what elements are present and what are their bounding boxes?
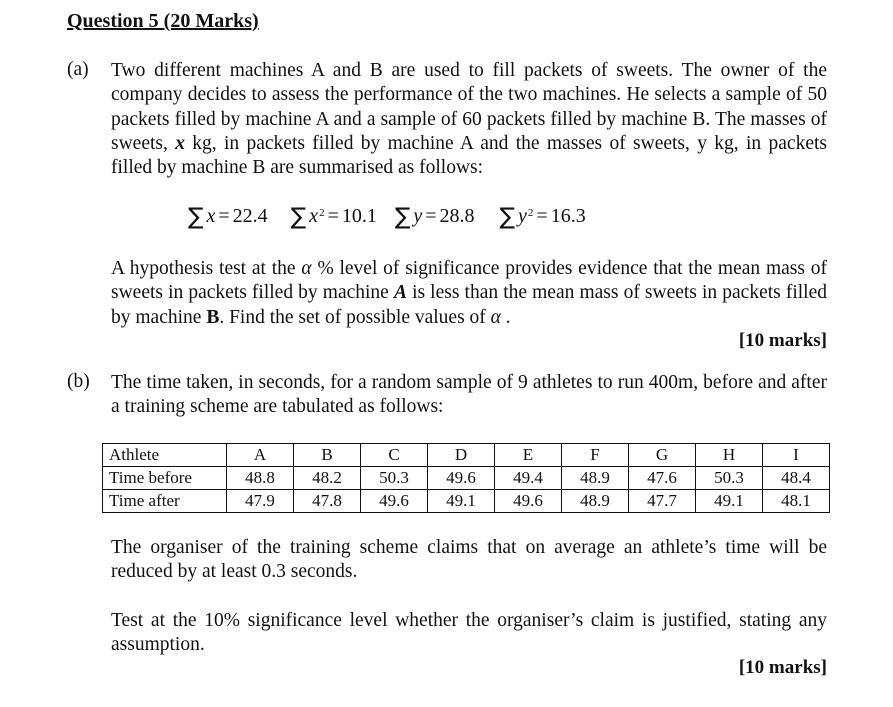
table-cell: 48.8 bbox=[227, 467, 294, 490]
table-cell: 49.6 bbox=[361, 490, 428, 513]
table-header-cell: H bbox=[696, 444, 763, 467]
part-a-paragraph-2 bbox=[111, 257, 827, 330]
sum-y-squared bbox=[500, 202, 586, 228]
table-header-cell: B bbox=[294, 444, 361, 467]
table-header-cell: A bbox=[227, 444, 294, 467]
part-a-paragraph-1 bbox=[111, 59, 827, 180]
sum-var: y bbox=[518, 205, 527, 227]
table-header-cell: D bbox=[428, 444, 495, 467]
sigma-symbol: ∑ bbox=[188, 204, 204, 230]
part-a-label: (a) bbox=[67, 59, 89, 80]
part-b-paragraph-2: The organiser of the training scheme claims that on average an athlete’s time will be reduced by at least 0.3 seconds. bbox=[111, 537, 827, 583]
table-cell: 49.1 bbox=[696, 490, 763, 513]
equals: = bbox=[327, 205, 339, 227]
table-header-cell: G bbox=[629, 444, 696, 467]
sum-y bbox=[395, 202, 475, 228]
part-b-paragraph-1: The time taken, in seconds, for a random sample of 9 athletes to run 400m, before and after a training scheme are tabulated as follows: bbox=[111, 372, 827, 418]
equals: = bbox=[218, 205, 230, 227]
sum-power: 2 bbox=[527, 207, 534, 219]
table-cell: 48.4 bbox=[763, 467, 830, 490]
part-a-text-3: A hypothesis test at the bbox=[111, 258, 302, 279]
table-header-cell: F bbox=[562, 444, 629, 467]
sum-x bbox=[188, 202, 268, 228]
table-cell: 49.6 bbox=[495, 490, 562, 513]
sum-var: x bbox=[309, 205, 319, 227]
table-cell: 47.7 bbox=[629, 490, 696, 513]
sigma-symbol: ∑ bbox=[499, 204, 516, 230]
sum-value: 10.1 bbox=[341, 205, 377, 227]
sigma-symbol: ∑ bbox=[394, 204, 411, 230]
table-row bbox=[103, 467, 830, 490]
equals: = bbox=[425, 205, 437, 227]
sum-var: x bbox=[206, 205, 216, 227]
summary-statistics bbox=[188, 202, 586, 228]
sum-power: 2 bbox=[319, 207, 325, 219]
sigma-symbol: ∑ bbox=[290, 204, 307, 230]
sum-value: 22.4 bbox=[232, 205, 268, 227]
table-cell: 48.2 bbox=[294, 467, 361, 490]
part-a-text-2: kg, in packets filled by machine A and the masses of sweets, y kg, in packets filled by machine B are summarised as follows: bbox=[111, 132, 827, 179]
table-cell: 47.6 bbox=[629, 467, 696, 490]
table-cell: Time after bbox=[103, 490, 227, 513]
table-cell: 48.9 bbox=[562, 467, 629, 490]
table-cell: 50.3 bbox=[361, 467, 428, 490]
var-x: x bbox=[175, 132, 185, 154]
table-row bbox=[103, 444, 830, 467]
part-a-text-7: . bbox=[500, 306, 511, 328]
table-header-cell: C bbox=[361, 444, 428, 467]
part-b-label: (b) bbox=[67, 371, 90, 392]
table-header-cell: E bbox=[495, 444, 562, 467]
sum-value: 28.8 bbox=[439, 205, 475, 227]
table-header-cell: Athlete bbox=[103, 444, 227, 467]
alpha-symbol: α bbox=[490, 306, 501, 328]
table-cell: 47.9 bbox=[227, 490, 294, 513]
sum-value: 16.3 bbox=[550, 205, 586, 227]
part-b-marks: [10 marks] bbox=[738, 657, 827, 678]
table-cell: 49.4 bbox=[495, 467, 562, 490]
table-cell: 49.6 bbox=[428, 467, 495, 490]
table-cell: 49.1 bbox=[428, 490, 495, 513]
equals: = bbox=[536, 205, 548, 227]
part-a-text-4: % level of significance provides evidence that the mean mass of sweets in packets filled by machine bbox=[111, 258, 827, 304]
alpha-symbol: α bbox=[301, 258, 312, 279]
athlete-times-table bbox=[102, 443, 830, 513]
table-cell: 48.9 bbox=[562, 490, 629, 513]
table-cell: Time before bbox=[103, 467, 227, 490]
sum-x-squared bbox=[291, 202, 377, 228]
part-b-paragraph-3: Test at the 10% significance level whether the organiser’s claim is justified, stating any assumption. bbox=[111, 610, 827, 656]
machine-a: A bbox=[393, 282, 407, 304]
part-a-text-6: . Find the set of possible values of bbox=[219, 306, 491, 328]
table-cell: 50.3 bbox=[696, 467, 763, 490]
machine-b: B bbox=[206, 306, 220, 328]
part-a-text-5: is less than the mean mass of sweets in packets filled by machine bbox=[111, 282, 827, 328]
table-cell: 48.1 bbox=[763, 490, 830, 513]
question-title: Question 5 (20 Marks) bbox=[67, 10, 259, 32]
sum-var: y bbox=[413, 205, 423, 227]
table-row bbox=[103, 490, 830, 513]
part-a-marks: [10 marks] bbox=[738, 330, 827, 351]
table-cell: 47.8 bbox=[294, 490, 361, 513]
part-a-text-1: Two different machines A and B are used to fill packets of sweets. The owner of the company decides to assess the performance of the two machines. He selects a sample of 50 packets filled by machine A and a sample of 60 packets filled by machine B. The masses of sweets, bbox=[111, 60, 827, 154]
table-header-cell: I bbox=[763, 444, 830, 467]
